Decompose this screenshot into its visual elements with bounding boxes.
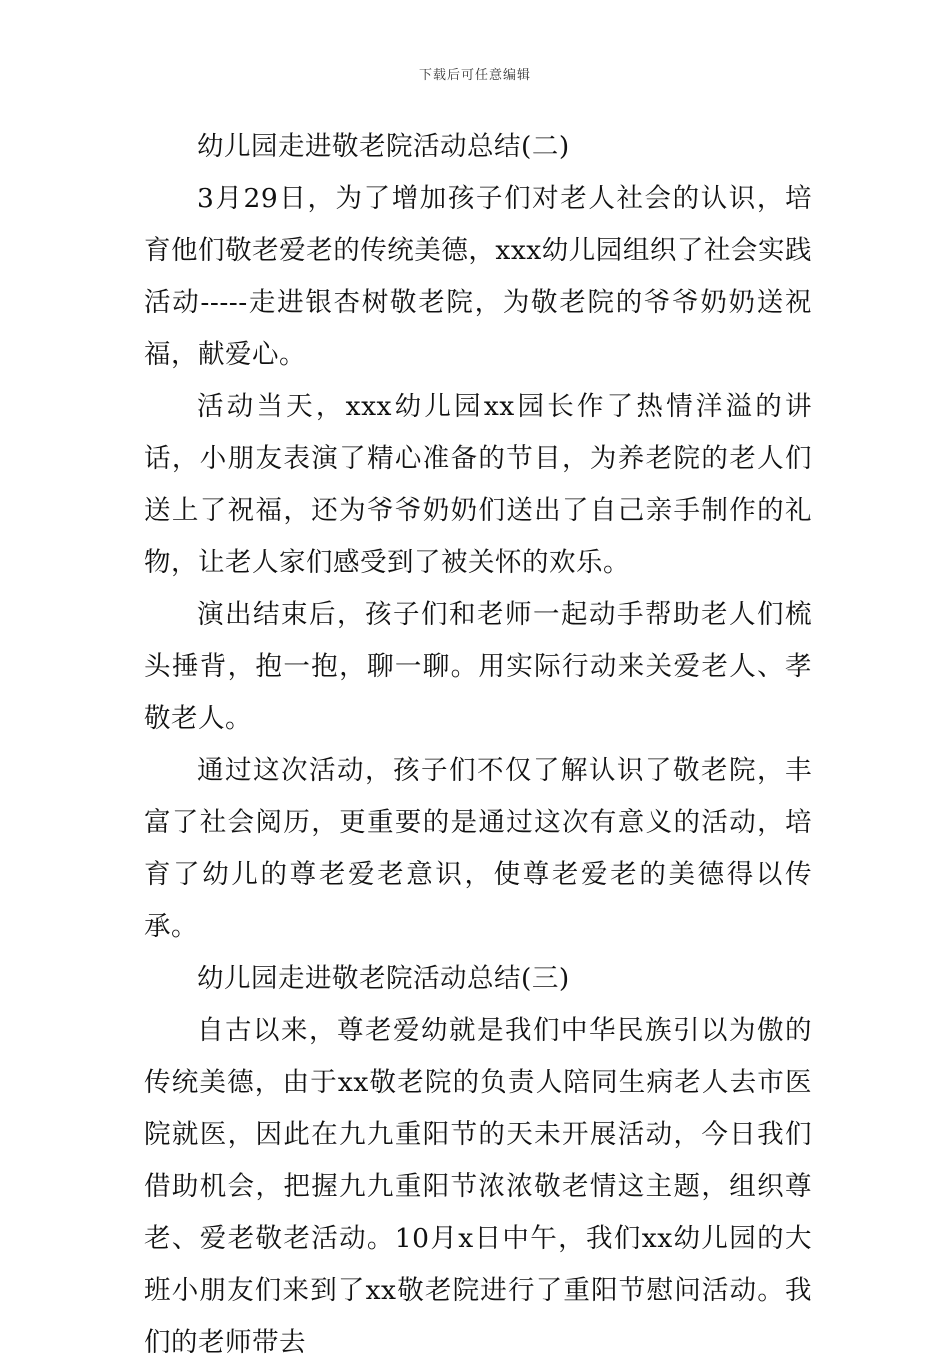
paragraph: 演出结束后，孩子们和老师一起动手帮助老人们梳头捶背，抱一抱，聊一聊。用实际行动来关爱老人、孝敬老人。 xyxy=(144,599,812,734)
document-body xyxy=(144,121,812,1369)
paragraph: 活动当天，xxx幼儿园xx园长作了热情洋溢的讲话，小朋友表演了精心准备的节目，为养老院的老人们送上了祝福，还为爷爷奶奶们送出了自己亲手制作的礼物，让老人家们感受到了被关怀的欢乐。 xyxy=(144,391,812,578)
paragraph: 3月29日，为了增加孩子们对老人社会的认识，培育他们敬老爱老的传统美德，xxx幼儿园组织了社会实践活动-----走进银杏树敬老院，为敬老院的爷爷奶奶送祝福，献爱心。 xyxy=(144,183,812,370)
section-title-2: 幼儿园走进敬老院活动总结(二) xyxy=(197,131,570,162)
header-note: 下载后可任意编辑 xyxy=(418,68,531,83)
paragraph: 自古以来，尊老爱幼就是我们中华民族引以为傲的传统美德，由于xx敬老院的负责人陪同生病老人去市医院就医，因此在九九重阳节的天未开展活动，今日我们借助机会，把握九九重阳节浓浓敬老情这主题，组织尊老、爱老敬老活动。10月x日中午，我们xx幼儿园的大班小朋友们来到了xx敬老院进行了重阳节慰问活动。我们的老师带去 xyxy=(144,1015,812,1358)
paragraph: 通过这次活动，孩子们不仅了解认识了敬老院，丰富了社会阅历，更重要的是通过这次有意义的活动，培育了幼儿的尊老爱老意识，使尊老爱老的美德得以传承。 xyxy=(144,755,812,942)
section-title-3: 幼儿园走进敬老院活动总结(三) xyxy=(197,963,570,994)
